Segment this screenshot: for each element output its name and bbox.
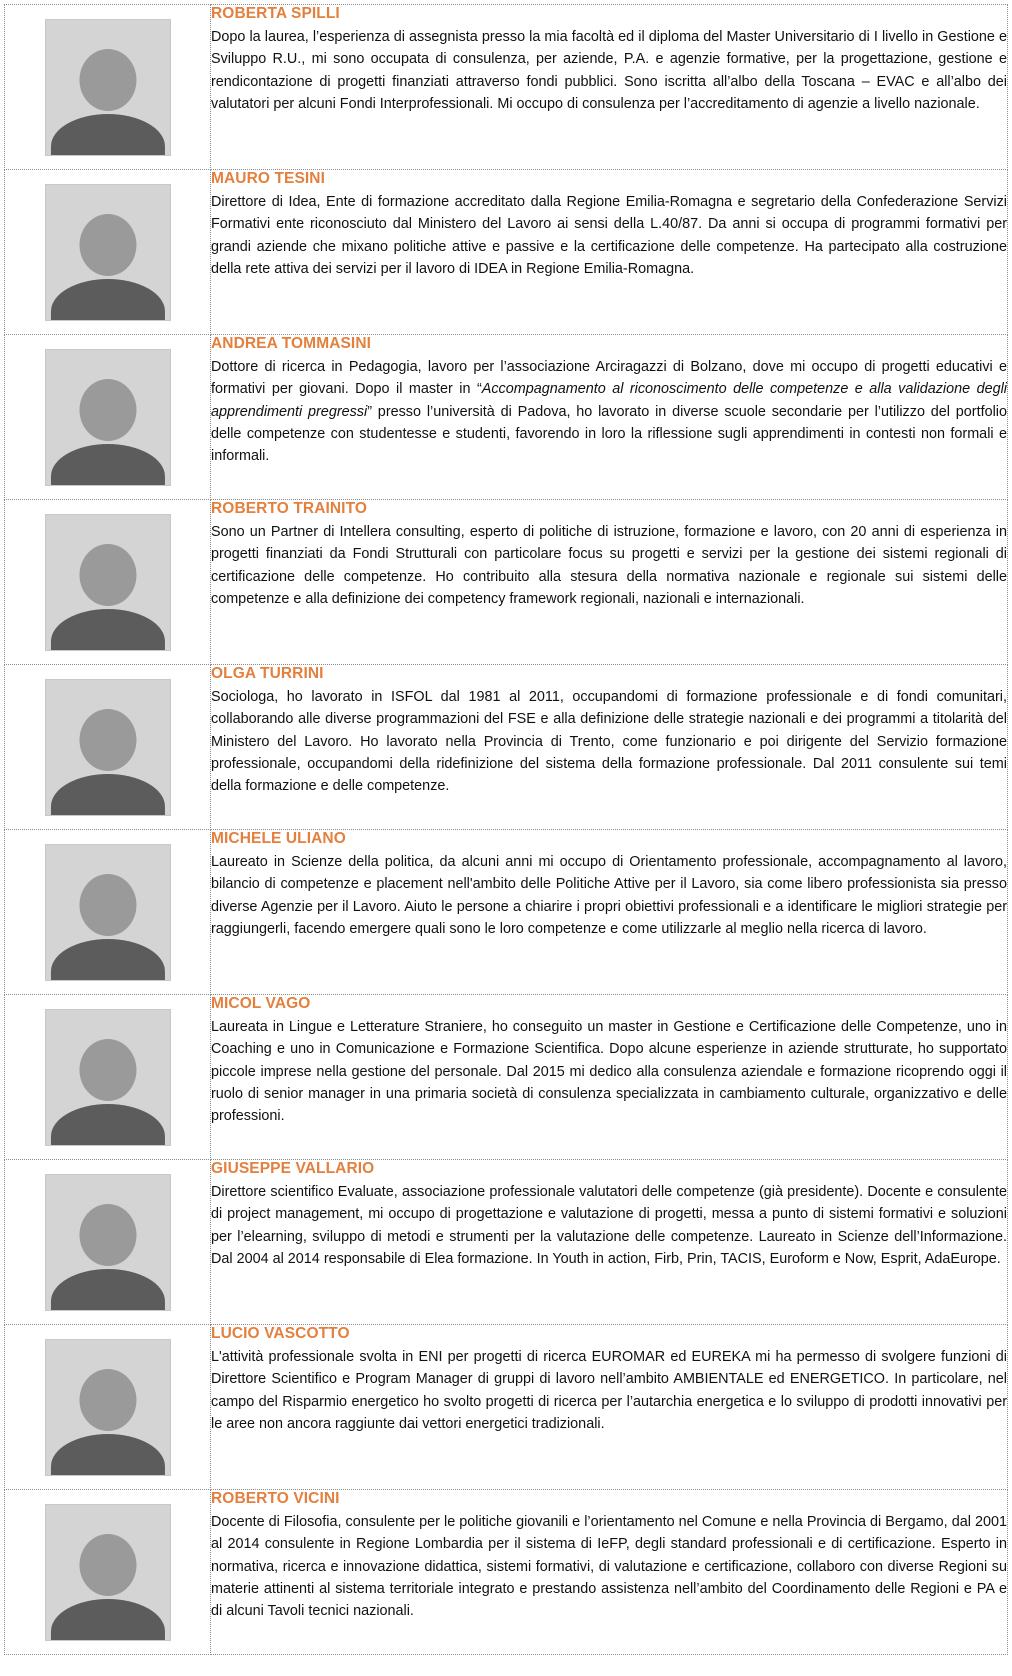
photo-cell [5,500,211,665]
person-name: MAURO TESINI [211,170,326,187]
text-cell [211,1325,1008,1490]
photo-cell [5,1325,211,1490]
photo-cell [5,5,211,170]
person-name: GIUSEPPE VALLARIO [211,1160,375,1177]
text-cell [211,335,1008,500]
photo-cell [5,830,211,995]
photo-cell [5,335,211,500]
photo-cell [5,995,211,1160]
portrait-photo [45,1339,171,1476]
text-cell [211,830,1008,995]
person-name: OLGA TURRINI [211,665,324,682]
profile-row [5,665,1008,830]
profile-row [5,335,1008,500]
person-bio: Direttore scientifico Evaluate, associazione professionale valutatori delle competenze (già presidente). Docente e consulente di project management, mi occupo di progettazione e valutazione di progetti, messa a punto di sistemi formativi e soluzioni per l’elearning, sviluppo di metodi e strumenti per la valutazione delle competenze. Laureato in Scienze dell’Informazione. Dal 2004 al 2014 responsabile di Elea formazione. In Youth in action, Firb, Prin, TACIS, Euroform e Now, Esprit, AdaEurope. [211,1184,1007,1267]
person-bio: Direttore di Idea, Ente di formazione accreditato dalla Regione Emilia-Romagna e segretario della Confederazione Servizi Formativi ente riconosciuto dal Ministero del Lavoro ai sensi della L.40/87. Da anni si occupa di programmi formativi per grandi aziende che mixano politiche attive e passive e la certificazione delle competenze. Ha partecipato alla costruzione della rete attiva dei servizi per il lavoro di IDEA in Regione Emilia-Romagna. [211,194,1007,277]
portrait-photo [45,679,171,816]
person-bio [211,356,1007,467]
person-name: ANDREA TOMMASINI [211,335,372,352]
profile-row [5,830,1008,995]
photo-cell [5,1490,211,1655]
person-name: ROBERTA SPILLI [211,5,340,22]
person-name: ROBERTO TRAINITO [211,500,368,517]
person-name: ROBERTO VICINI [211,1490,340,1507]
photo-cell [5,1160,211,1325]
portrait-photo [45,19,171,156]
bio-text: ” presso l’università di Padova, ho lavorato in diverse scuole secondarie per l’utilizzo del portfolio delle competenze con studentesse e studenti, favorendo in loro la riflessione sugli apprendimenti in contesti non formali e informali. [211,403,1007,465]
portrait-photo [45,844,171,981]
person-bio: Sono un Partner di Intellera consulting, esperto di politiche di istruzione, formazione e lavoro, con 20 anni di esperienza in progetti finanziati da Fondi Strutturali con particolare focus su progetti e servizi per la gestione dei sistemi regionali di certificazione delle competenze. Ho contribuito alla stesura della normativa nazionale e regionale sui sistemi delle competenze e alla definizione dei competency framework regionali, nazionali e internazionali. [211,524,1007,607]
person-bio: Laureata in Lingue e Letterature Straniere, ho conseguito un master in Gestione e Certificazione delle Competenze, uno in Coaching e uno in Comunicazione e Formazione Scientifica. Dopo alcune esperienze in aziende strutturate, ho supportato piccole imprese nella gestione del personale. Dal 2015 mi dedico alla consulenza aziendale e formazione ricoprendo oggi il ruolo di senior manager in una primaria società di consulenza specializzata in cambiamento culturale, organizzativo e delle professioni. [211,1019,1007,1125]
person-bio: L'attività professionale svolta in ENI per progetti di ricerca EUROMAR ed EUREKA mi ha permesso di svolgere funzioni di Direttore Scientifico e Program Manager di gruppi di lavoro nell’ambito AMBIENTALE ed ENERGETICO. In particolare, nel campo del Risparmio energetico ho svolto progetti di ricerca per l’autarchia energetica e lo sviluppo di prodotti innovativi per le aree non ancora raggiunte dai vettori energetici tradizionali. [211,1349,1007,1432]
text-cell [211,1160,1008,1325]
portrait-photo [45,1174,171,1311]
person-bio: Docente di Filosofia, consulente per le politiche giovanili e l’orientamento nel Comune e nella Provincia di Bergamo, dal 2001 al 2014 consulente in Regione Lombardia per il sistema di IeFP, degli standard professionali e di certificazione. Esperto in normativa, ricerca e innovazione didattica, sistemi formativi, di valutazione e certificazione, collaboro con diverse Regioni su materie attinenti al sistema territoriale integrato e prestando assistenza nell’ambito del Coordinamento delle Regioni e PA e di alcuni Tavoli tecnici nazionali. [211,1514,1007,1620]
master-title-italic: Accompagnamento al riconoscimento delle competenze e alla validazione degli apprendimenti pregressi [211,381,1007,420]
person-bio: Dopo la laurea, l’esperienza di assegnista presso la mia facoltà ed il diploma del Master Universitario di I livello in Gestione e Sviluppo R.U., mi sono occupata di consulenza, per aziende, P.A. e agenzie formative, per la progettazione, gestione e rendicontazione di progetti finanziati attraverso fondi pubblici. Sono iscritta all’albo della Toscana – EVAC e all’albo dei valutatori per alcuni Fondi Interprofessionali. Mi occupo di consulenza per l’accreditamento di agenzie a livello nazionale. [211,29,1007,112]
text-cell [211,170,1008,335]
profile-row [5,1325,1008,1490]
profiles-document [4,4,1008,1655]
person-name: MICHELE ULIANO [211,830,346,847]
profile-row [5,1490,1008,1655]
photo-cell [5,170,211,335]
profile-row [5,500,1008,665]
portrait-photo [45,1504,171,1641]
text-cell [211,5,1008,170]
portrait-photo [45,349,171,486]
text-cell [211,1490,1008,1655]
person-bio: Sociologa, ho lavorato in ISFOL dal 1981 al 2011, occupandomi di formazione professionale e di fondi comunitari, collaborando alle diverse programmazioni del FSE e alla definizione delle strategie nazionali e dei programmi a titolarità del Ministero del Lavoro. Ho lavorato nella Provincia di Trento, come funzionario e poi dirigente del Servizio formazione professionale, occupandomi della ridefinizione del sistema della formazione professionale. Dal 2011 consulente sui temi della formazione e delle competenze. [211,689,1007,795]
profile-row [5,995,1008,1160]
photo-cell [5,665,211,830]
text-cell [211,995,1008,1160]
person-name: LUCIO VASCOTTO [211,1325,350,1342]
bio-text: Dottore di ricerca in Pedagogia, lavoro per l’associazione Arciragazzi di Bolzano, dove mi occupo di progetti educativi e formativi per giovani. Dopo il master in “ [211,359,1007,398]
profile-row [5,170,1008,335]
portrait-photo [45,184,171,321]
profiles-table [4,4,1008,1655]
text-cell [211,500,1008,665]
text-cell [211,665,1008,830]
person-name: MICOL VAGO [211,995,311,1012]
person-bio: Laureato in Scienze della politica, da alcuni anni mi occupo di Orientamento professionale, accompagnamento al lavoro, bilancio di competenze e placement nell'ambito delle Politiche Attive per il Lavoro, sia come libero professionista sia presso diverse Agenzie per il Lavoro. Aiuto le persone a chiarire i propri obiettivi professionali e a identificare le migliori strategie per raggiungerli, facendo emergere quali sono le loro competenze e come utilizzarle al meglio nella ricerca di lavoro. [211,854,1007,937]
profile-row [5,5,1008,170]
profile-row [5,1160,1008,1325]
portrait-photo [45,514,171,651]
portrait-photo [45,1009,171,1146]
